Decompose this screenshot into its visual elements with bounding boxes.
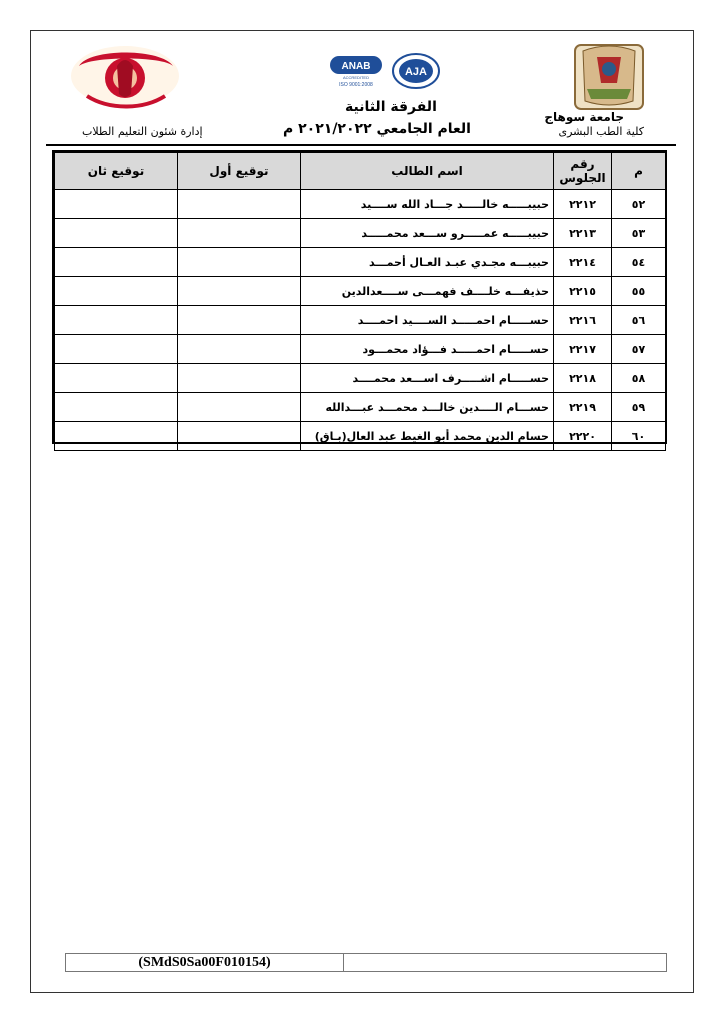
row-seat-number: ٢٢٢٠ bbox=[554, 422, 612, 451]
row-second-signature[interactable] bbox=[55, 306, 178, 335]
header-second-signature: توقيع ثان bbox=[55, 153, 178, 190]
row-index: ٥٣ bbox=[612, 219, 666, 248]
row-seat-number: ٢٢١٨ bbox=[554, 364, 612, 393]
row-student-name: حبيبـــــه خالـــــد جـــاد الله ســــيد bbox=[301, 190, 554, 219]
header-student-name: اسم الطالب bbox=[301, 153, 554, 190]
row-first-signature[interactable] bbox=[178, 248, 301, 277]
row-first-signature[interactable] bbox=[178, 306, 301, 335]
table-header-row bbox=[55, 153, 666, 190]
row-seat-number: ٢٢١٣ bbox=[554, 219, 612, 248]
university-name: جامعة سوهاج bbox=[544, 110, 624, 124]
table-row bbox=[55, 219, 666, 248]
row-seat-number: ٢٢١٧ bbox=[554, 335, 612, 364]
row-first-signature[interactable] bbox=[178, 393, 301, 422]
row-second-signature[interactable] bbox=[55, 335, 178, 364]
row-seat-number: ٢٢١٩ bbox=[554, 393, 612, 422]
row-index: ٥٩ bbox=[612, 393, 666, 422]
row-seat-number: ٢٢١٦ bbox=[554, 306, 612, 335]
row-student-name: حذيفـــه خلــــف فهمـــى ســــعدالدين bbox=[301, 277, 554, 306]
row-index: ٥٤ bbox=[612, 248, 666, 277]
row-seat-number: ٢٢١٤ bbox=[554, 248, 612, 277]
table-row bbox=[55, 393, 666, 422]
row-seat-number: ٢٢١٥ bbox=[554, 277, 612, 306]
aja-label: AJA bbox=[404, 66, 428, 78]
grade-title: الفرقة الثانية bbox=[345, 99, 437, 115]
row-second-signature[interactable] bbox=[55, 422, 178, 451]
row-first-signature[interactable] bbox=[178, 219, 301, 248]
row-first-signature[interactable] bbox=[178, 422, 301, 451]
row-second-signature[interactable] bbox=[55, 393, 178, 422]
row-first-signature[interactable] bbox=[178, 190, 301, 219]
row-first-signature[interactable] bbox=[178, 335, 301, 364]
table-row bbox=[55, 364, 666, 393]
row-index: ٦٠ bbox=[612, 422, 666, 451]
row-index: ٥٦ bbox=[612, 306, 666, 335]
row-second-signature[interactable] bbox=[55, 364, 178, 393]
table-row bbox=[55, 335, 666, 364]
anab-badge bbox=[329, 52, 383, 88]
row-student-name: حبيبـــــه عمـــــرو ســـعد محمـــــد bbox=[301, 219, 554, 248]
row-student-name: حسام الدين محمد أبو الغيط عبد العال(بـاق) bbox=[301, 422, 554, 451]
row-second-signature[interactable] bbox=[55, 190, 178, 219]
row-student-name: حســـــام اشـــــرف اســـعد محمــــد bbox=[301, 364, 554, 393]
aja-badge bbox=[391, 52, 441, 90]
row-student-name: حســـام الــــدين خالـــد محمـــد عبـــدالله bbox=[301, 393, 554, 422]
header-index: م bbox=[612, 153, 666, 190]
academic-year: العام الجامعي ٢٠٢١/٢٠٢٢ م bbox=[283, 121, 471, 137]
iso-label: ISO 9001:2008 bbox=[339, 82, 373, 88]
row-first-signature[interactable] bbox=[178, 364, 301, 393]
row-seat-number: ٢٢١٢ bbox=[554, 190, 612, 219]
anab-sub: ACCREDITED bbox=[342, 75, 370, 80]
footer-blank-cell bbox=[344, 954, 666, 971]
header-first-signature: توقيع أول bbox=[178, 153, 301, 190]
anab-label: ANAB bbox=[341, 61, 371, 72]
document-footer bbox=[65, 953, 667, 972]
row-second-signature[interactable] bbox=[55, 277, 178, 306]
row-student-name: حســـــام احمـــــد الســــيد احمــــد bbox=[301, 306, 554, 335]
row-index: ٥٢ bbox=[612, 190, 666, 219]
university-logo bbox=[573, 43, 645, 111]
table-row bbox=[55, 306, 666, 335]
table-row bbox=[55, 277, 666, 306]
row-student-name: حبيبـــه مجـدي عبـد العـال أحمـــد bbox=[301, 248, 554, 277]
row-index: ٥٧ bbox=[612, 335, 666, 364]
row-second-signature[interactable] bbox=[55, 248, 178, 277]
document-code: (SMdS0Sa00F010154) bbox=[66, 954, 344, 971]
faculty-logo bbox=[69, 44, 181, 112]
students-table bbox=[52, 150, 667, 444]
row-index: ٥٨ bbox=[612, 364, 666, 393]
table-row bbox=[55, 190, 666, 219]
row-first-signature[interactable] bbox=[178, 277, 301, 306]
department-name: إدارة شئون التعليم الطلاب bbox=[82, 125, 203, 138]
table-row bbox=[55, 422, 666, 451]
table-row bbox=[55, 248, 666, 277]
header-seat-number: رقم الجلوس bbox=[554, 153, 612, 190]
row-second-signature[interactable] bbox=[55, 219, 178, 248]
row-index: ٥٥ bbox=[612, 277, 666, 306]
header-divider bbox=[46, 144, 676, 146]
faculty-name: كلية الطب البشرى bbox=[558, 125, 644, 138]
row-student-name: حســـــام احمـــــد فـــؤاد محمـــود bbox=[301, 335, 554, 364]
